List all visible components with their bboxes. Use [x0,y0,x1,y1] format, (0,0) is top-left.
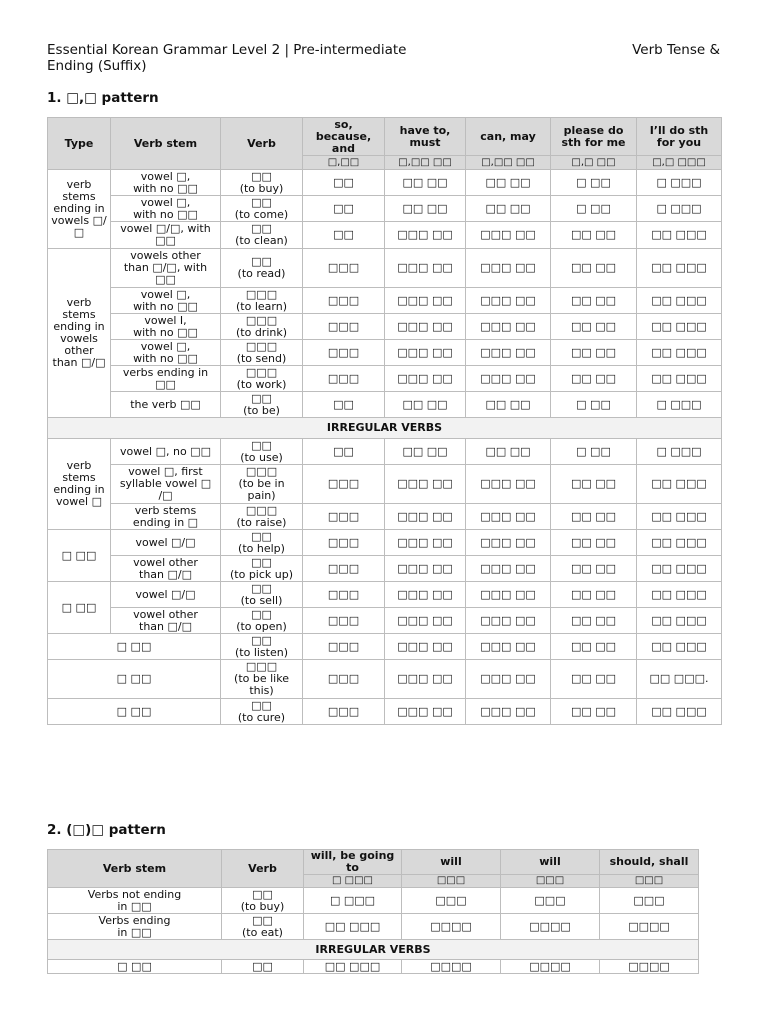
col-header: Verb stem [48,850,222,888]
verb-cell: □□□ (to raise) [221,504,303,530]
conjugation-cell: □□□ □□ [385,222,466,249]
conjugation-cell: □□ □□ [551,366,637,392]
verb-stem-cell: the verb □□ [111,392,221,418]
verb-stem-cell: □ □□ [48,960,222,974]
table-row [48,504,722,530]
table-row [48,634,722,660]
conjugation-cell: □□□ □□ [385,660,466,699]
table-row [48,608,722,634]
col-subheader: □□□ [501,875,600,888]
col-header: will [501,850,600,875]
conjugation-cell: □□□ □□ [466,634,551,660]
verb-cell: □□ (to buy) [222,888,304,914]
col-subheader: □,□ □□ [551,156,637,170]
section-2-title: 2. (□)□ pattern [47,822,166,838]
table-row [48,170,722,196]
conjugation-cell: □□□ [303,288,385,314]
verb-type-cell: □ □□ [48,582,111,634]
conjugation-cell: □□□ □□ [385,556,466,582]
table-row [48,249,722,288]
conjugation-cell: □□ □□ [551,340,637,366]
col-header: Type [48,118,111,170]
col-header: please do sth for me [551,118,637,156]
verb-stem-cell: vowel □/□, with □□ [111,222,221,249]
conjugation-cell: □□ □□□ [637,314,722,340]
irregular-verbs-row [48,940,699,960]
verb-cell: □□ (to sell) [221,582,303,608]
col-header: can, may [466,118,551,156]
conjugation-cell: □□□ [402,888,501,914]
conjugation-cell: □□ □□□ [637,288,722,314]
conjugation-cell: □□□ □□ [385,249,466,288]
conjugation-cell: □□ □□□ [637,249,722,288]
conjugation-cell: □□ □□ [551,288,637,314]
verb-type-cell: □ □□ [48,699,221,725]
conjugation-cell: □□ □□ [466,392,551,418]
verb-cell: □□ [222,960,304,974]
conjugation-cell: □□□ [303,465,385,504]
verb-type-cell: verb stems ending in vowel □ [48,439,111,530]
verb-stem-cell: vowels other than □/□, with □□ [111,249,221,288]
verb-stem-cell: vowel □/□ [111,582,221,608]
document-topic: Verb Tense & [632,42,720,58]
verb-stem-cell: vowel □, with no □□ [111,196,221,222]
table-row [48,196,722,222]
conjugation-cell: □□□ □□ [385,465,466,504]
conjugation-cell: □□ □□ [385,439,466,465]
conjugation-cell: □ □□□ [304,888,402,914]
conjugation-cell: □□□ □□ [385,366,466,392]
conjugation-cell: □□□ [303,340,385,366]
conjugation-cell: □□□□ [600,914,699,940]
document-title: Essential Korean Grammar Level 2 | Pre-intermediate [47,42,407,58]
table-row [48,366,722,392]
conjugation-cell: □□□□ [501,914,600,940]
conjugation-cell: □□□□ [402,914,501,940]
conjugation-cell: □□ □□ [551,222,637,249]
verb-cell: □□□ (to be like this) [221,660,303,699]
conjugation-cell: □□□ □□ [466,660,551,699]
conjugation-cell: □□□ □□ [385,340,466,366]
conjugation-cell: □□ □□□ [637,608,722,634]
verb-cell: □□ (to listen) [221,634,303,660]
conjugation-cell: □□ □□ [551,608,637,634]
table-row [48,340,722,366]
conjugation-cell: □ □□ [551,439,637,465]
verb-stem-cell: verbs ending in □□ [111,366,221,392]
conjugation-cell: □□□ [303,530,385,556]
verb-stem-cell: vowel other than □/□ [111,556,221,582]
conjugation-cell: □□ □□□ [304,960,402,974]
conjugation-cell: □□ □□ [385,170,466,196]
col-subheader: □,□□ □□ [385,156,466,170]
conjugation-cell: □□ □□ [551,249,637,288]
conjugation-cell: □□ □□ [466,170,551,196]
irregular-verbs-label: IRREGULAR VERBS [48,940,699,960]
col-subheader: □,□ □□□ [637,156,722,170]
document-header [47,42,720,74]
conjugation-cell: □□□ [303,699,385,725]
conjugation-cell: □□ □□ [551,314,637,340]
conjugation-cell: □□ [303,170,385,196]
verb-cell: □□□ (to send) [221,340,303,366]
verb-stem-cell: verb stems ending in □ [111,504,221,530]
conjugation-cell: □□□ □□ [466,504,551,530]
conjugation-cell: □□ [303,196,385,222]
table-row [48,582,722,608]
conjugation-cell: □ □□ [551,170,637,196]
conjugation-cell: □□□ [303,504,385,530]
col-header: so, because, and [303,118,385,156]
conjugation-cell: □□ □□□ [637,530,722,556]
conjugation-cell: □□ [303,439,385,465]
verb-cell: □□ (to open) [221,608,303,634]
conjugation-cell: □ □□□ [637,439,722,465]
conjugation-cell: □□□ [303,314,385,340]
conjugation-cell: □□□□ [501,960,600,974]
conjugation-cell: □□□ □□ [466,582,551,608]
section-1-title: 1. □,□ pattern [47,90,159,106]
table-row [48,392,722,418]
verb-cell: □□ (to pick up) [221,556,303,582]
section-2-table [47,849,699,974]
conjugation-cell: □□□ □□ [466,530,551,556]
verb-cell: □□ (to cure) [221,699,303,725]
conjugation-cell: □□□ [303,556,385,582]
verb-cell: □□□ (to work) [221,366,303,392]
verb-type-cell: verb stems ending in vowels □/□ [48,170,111,249]
verb-cell: □□ (to help) [221,530,303,556]
table-row [48,314,722,340]
conjugation-cell: □□□ □□ [466,222,551,249]
verb-cell: □□ (to be) [221,392,303,418]
conjugation-cell: □□ [303,222,385,249]
conjugation-cell: □□ □□□ [637,556,722,582]
conjugation-cell: □□ □□ [551,660,637,699]
col-header: will [402,850,501,875]
table-row [48,222,722,249]
conjugation-cell: □□□ □□ [385,530,466,556]
conjugation-cell: □□ □□□ [637,465,722,504]
verb-cell: □□ (to come) [221,196,303,222]
conjugation-cell: □ □□ [551,392,637,418]
verb-cell: □□ (to read) [221,249,303,288]
irregular-verbs-label: IRREGULAR VERBS [48,418,722,439]
conjugation-cell: □ □□□ [637,196,722,222]
conjugation-cell: □□ □□□. [637,660,722,699]
conjugation-cell: □□□ [501,888,600,914]
table-row [48,914,699,940]
table-row [48,660,722,699]
verb-stem-cell: vowel □, first syllable vowel □ /□ [111,465,221,504]
conjugation-cell: □□□ □□ [466,608,551,634]
conjugation-cell: □□ □□ [551,465,637,504]
conjugation-cell: □□□ □□ [466,288,551,314]
conjugation-cell: □□□ □□ [466,556,551,582]
conjugation-cell: □□ □□□ [637,222,722,249]
conjugation-cell: □□ □□ [466,439,551,465]
col-subheader: □□□ [402,875,501,888]
conjugation-cell: □□□ [303,366,385,392]
table-row [48,960,699,974]
document-topic-continued: Ending (Suffix) [47,58,147,74]
conjugation-cell: □□□ [303,634,385,660]
conjugation-cell: □□ □□□ [637,504,722,530]
verb-cell: □□□ (to be in pain) [221,465,303,504]
conjugation-cell: □□ □□ [551,530,637,556]
conjugation-cell: □□□ □□ [466,249,551,288]
table-row [48,888,699,914]
conjugation-cell: □□ □□ [385,196,466,222]
col-header: will, be going to [304,850,402,875]
conjugation-cell: □□□ □□ [385,314,466,340]
section-1-table [47,117,722,725]
col-header: I’ll do sth for you [637,118,722,156]
table-row [48,530,722,556]
table-row [48,288,722,314]
verb-stem-cell: vowel I, with no □□ [111,314,221,340]
conjugation-cell: □□□ □□ [385,504,466,530]
conjugation-cell: □□ [303,392,385,418]
conjugation-cell: □□ □□□ [637,634,722,660]
conjugation-cell: □□ □□□ [637,582,722,608]
verb-stem-cell: vowel □/□ [111,530,221,556]
conjugation-cell: □□□ □□ [466,366,551,392]
conjugation-cell: □□ □□□ [637,699,722,725]
col-header: should, shall [600,850,699,875]
conjugation-cell: □□ □□□ [637,340,722,366]
verb-type-cell: verb stems ending in vowels other than □/□ [48,249,111,418]
verb-cell: □□ (to eat) [222,914,304,940]
col-header: Verb [221,118,303,170]
conjugation-cell: □□ □□□ [304,914,402,940]
table-row [48,699,722,725]
verb-cell: □□ (to buy) [221,170,303,196]
conjugation-cell: □□□□ [600,960,699,974]
col-subheader: □ □□□ [304,875,402,888]
table-row [48,465,722,504]
verb-stem-cell: vowel other than □/□ [111,608,221,634]
conjugation-cell: □□ □□ [551,634,637,660]
verb-stem-cell: vowel □, with no □□ [111,170,221,196]
verb-cell: □□□ (to learn) [221,288,303,314]
conjugation-cell: □□□ □□ [466,465,551,504]
verb-type-cell: □ □□ [48,634,221,660]
irregular-verbs-row [48,418,722,439]
conjugation-cell: □□□ □□ [466,314,551,340]
conjugation-cell: □□□ □□ [466,699,551,725]
conjugation-cell: □□□ □□ [385,288,466,314]
verb-cell: □□ (to clean) [221,222,303,249]
table-row [48,556,722,582]
col-subheader: □,□□ □□ [466,156,551,170]
conjugation-cell: □□□ [600,888,699,914]
conjugation-cell: □□□ □□ [466,340,551,366]
conjugation-cell: □□ □□ [551,504,637,530]
conjugation-cell: □□□ □□ [385,608,466,634]
verb-type-cell: □ □□ [48,530,111,582]
conjugation-cell: □□ □□ [385,392,466,418]
verb-stem-cell: vowel □, with no □□ [111,340,221,366]
conjugation-cell: □□□ [303,660,385,699]
verb-cell: □□ (to use) [221,439,303,465]
table-row [48,439,722,465]
verb-cell: □□□ (to drink) [221,314,303,340]
conjugation-cell: □□ □□ [551,582,637,608]
conjugation-cell: □ □□□ [637,392,722,418]
conjugation-cell: □□ □□ [466,196,551,222]
conjugation-cell: □□□□ [402,960,501,974]
col-header: Verb [222,850,304,888]
conjugation-cell: □□□ [303,249,385,288]
col-subheader: □□□ [600,875,699,888]
header-row [48,118,722,156]
col-subheader: □,□□ [303,156,385,170]
verb-stem-cell: Verbs ending in □□ [48,914,222,940]
conjugation-cell: □ □□ [551,196,637,222]
verb-stem-cell: vowel □, no □□ [111,439,221,465]
conjugation-cell: □□□ □□ [385,582,466,608]
conjugation-cell: □ □□□ [637,170,722,196]
conjugation-cell: □□ □□ [551,556,637,582]
conjugation-cell: □□□ [303,608,385,634]
conjugation-cell: □□□ [303,582,385,608]
conjugation-cell: □□ □□□ [637,366,722,392]
conjugation-cell: □□ □□ [551,699,637,725]
col-header: have to, must [385,118,466,156]
conjugation-cell: □□□ □□ [385,634,466,660]
conjugation-cell: □□□ □□ [385,699,466,725]
verb-stem-cell: vowel □, with no □□ [111,288,221,314]
verb-stem-cell: Verbs not ending in □□ [48,888,222,914]
col-header: Verb stem [111,118,221,170]
header-row [48,850,699,875]
verb-type-cell: □ □□ [48,660,221,699]
